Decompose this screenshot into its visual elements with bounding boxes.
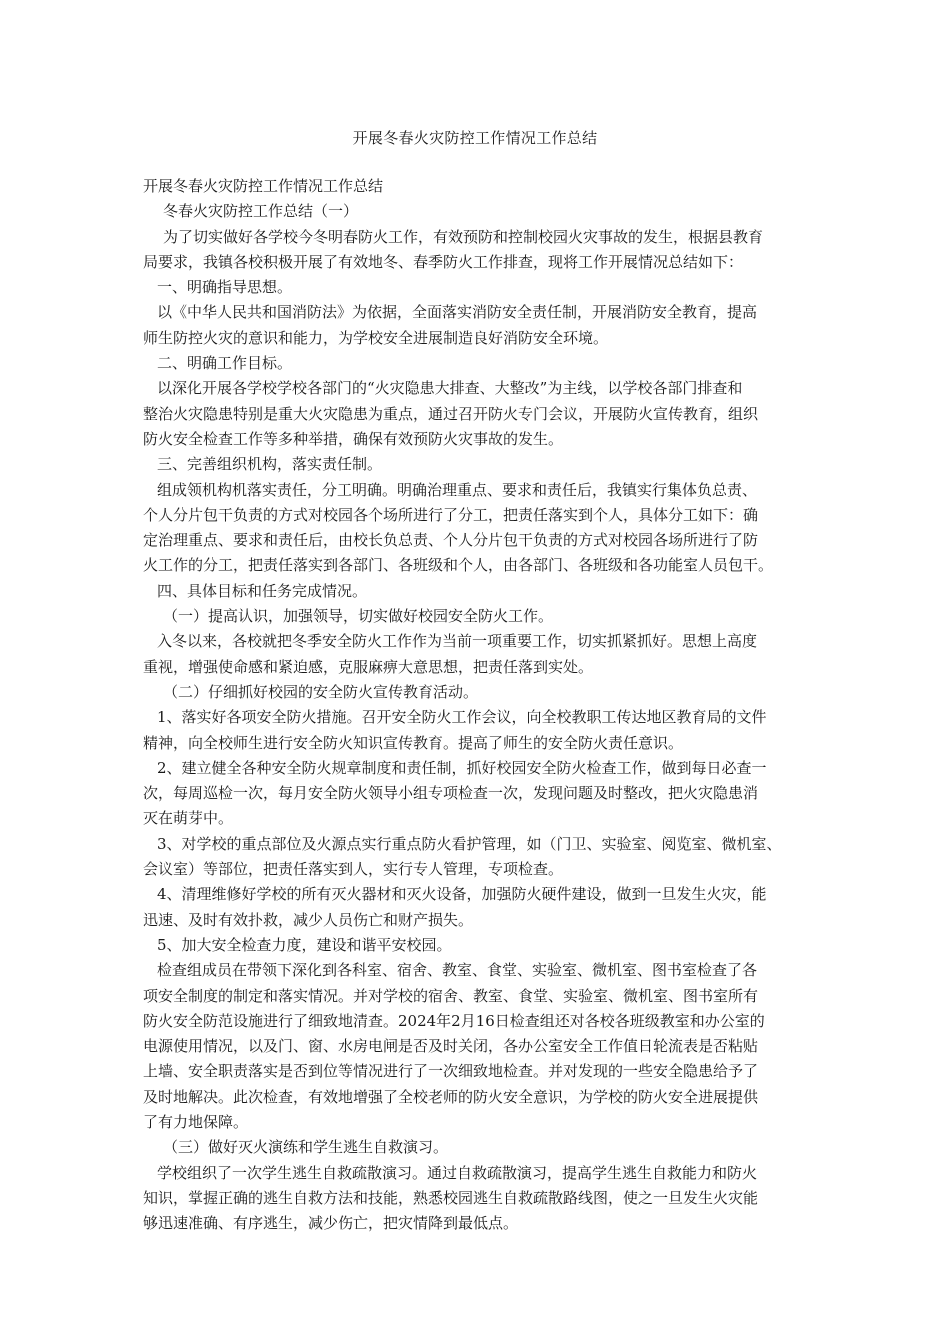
text-line: 定治理重点、要求和责任后，由校长负总责、个人分片包干负责的方式对校园各场所进行了防: [143, 531, 759, 550]
text-line: 上墙、安全职责落实是否到位等情况进行了一次细致地检查。并对发现的一些安全隐患给予了: [143, 1062, 759, 1081]
text-line: 为了切实做好各学校今冬明春防火工作，有效预防和控制校园火灾事故的发生，根据县教育: [163, 227, 764, 246]
text-line: 2、建立健全各种安全防火规章制度和责任制，抓好校园安全防火检查工作，做到每日必查一: [157, 758, 767, 777]
text-line: 灭在萌芽中。: [143, 809, 234, 828]
text-line: 火工作的分工，把责任落实到各部门、各班级和个人，由各部门、各班级和各功能室人员包干。: [143, 556, 774, 575]
text-line: 次，每周巡检一次，每月安全防火领导小组专项检查一次，发现问题及时整改，把火灾隐患消: [143, 784, 759, 803]
text-line: 局要求，我镇各校积极开展了有效地冬、春季防火工作排查，现将工作开展情况总结如下：: [143, 252, 744, 271]
text-line: 3、对学校的重点部位及火源点实行重点防火看护管理，如（门卫、实验室、阅览室、微机室、: [157, 834, 782, 853]
text-line: （二）仔细抓好校园的安全防火宣传教育活动。: [163, 682, 479, 701]
text-line: 项安全制度的制定和落实情况。并对学校的宿舍、教室、食堂、实验室、微机室、图书室所有: [143, 986, 759, 1005]
text-line: 防火安全防范设施进行了细致地清查。2024年2月16日检查组还对各校各班级教室和办公室的: [143, 1011, 765, 1030]
text-line: 知识，掌握正确的逃生自救方法和技能，熟悉校园逃生自救疏散路线图，使之一旦发生火灾能: [143, 1188, 759, 1207]
text-line: 整治火灾隐患特别是重大火灾隐患为重点，通过召开防火专门会议，开展防火宣传教育，组织: [143, 404, 759, 423]
text-line: 了有力地保障。: [143, 1112, 249, 1131]
text-line: 电源使用情况，以及门、窗、水房电闸是否及时关闭，各办公室安全工作值日轮流表是否粘贴: [143, 1037, 759, 1056]
text-line: 迅速、及时有效扑救，减少人员伤亡和财产损失。: [143, 910, 474, 929]
text-line: 会议室）等部位，把责任落实到人，实行专人管理，专项检查。: [143, 860, 564, 879]
text-line: 够迅速准确、有序逃生，减少伤亡，把灾情降到最低点。: [143, 1214, 519, 1233]
text-line: 4、清理维修好学校的所有灭火器材和灭火设备，加强防火硬件建设，做到一旦发生火灾，能: [157, 885, 767, 904]
text-line: 以《中华人民共和国消防法》为依据，全面落实消防安全责任制，开展消防安全教育，提高: [157, 303, 758, 322]
page-title: 开展冬春火灾防控工作情况工作总结: [352, 129, 598, 147]
text-line: 冬春火灾防控工作总结（一）: [163, 202, 359, 221]
text-line: 组成领机构机落实责任，分工明确。明确治理重点、要求和责任后，我镇实行集体负总责、: [157, 480, 758, 499]
text-line: 防火安全检查工作等多种举措，确保有效预防火灾事故的发生。: [143, 429, 564, 448]
text-line: 师生防控火灾的意识和能力，为学校安全进展制造良好消防安全环境。: [143, 328, 609, 347]
document-body: [143, 174, 808, 1236]
text-line: 一、明确指导思想。: [157, 278, 293, 297]
text-line: （三）做好灭火演练和学生逃生自救演习。: [163, 1138, 449, 1157]
text-line: 四、具体目标和任务完成情况。: [157, 581, 368, 600]
text-line: 1、落实好各项安全防火措施。召开安全防火工作会议，向全校教职工传达地区教育局的文件: [157, 708, 767, 727]
text-line: 学校组织了一次学生逃生自救疏散演习。通过自救疏散演习，提高学生逃生自救能力和防火: [157, 1163, 758, 1182]
text-line: 入冬以来，各校就把冬季安全防火工作作为当前一项重要工作，切实抓紧抓好。思想上高度: [157, 632, 758, 651]
text-line: （一）提高认识，加强领导，切实做好校园安全防火工作。: [163, 607, 554, 626]
text-line: 二、明确工作目标。: [157, 354, 293, 373]
text-line: 重视，增强使命感和紧迫感，克服麻痹大意思想，把责任落到实处。: [143, 657, 594, 676]
text-line: 检查组成员在带领下深化到各科室、宿舍、教室、食堂、实验室、微机室、图书室检查了各: [157, 961, 758, 980]
text-line: 个人分片包干负责的方式对校园各个场所进行了分工，把责任落实到个人，具体分工如下：确: [143, 505, 759, 524]
text-line: 以深化开展各学校学校各部门的“火灾隐患大排查、大整改”为主线，以学校各部门排查和: [157, 379, 743, 398]
text-line: 5、加大安全检查力度，建设和谐平安校园。: [157, 935, 452, 954]
text-line: 及时地解决。此次检查，有效地增强了全校老师的防火安全意识，为学校的防火安全进展提供: [143, 1087, 759, 1106]
text-line: 三、完善组织机构，落实责任制。: [157, 455, 383, 474]
text-line: 开展冬春火灾防控工作情况工作总结: [143, 177, 384, 195]
text-line: 精神，向全校师生进行安全防火知识宣传教育。提高了师生的安全防火责任意识。: [143, 733, 684, 752]
